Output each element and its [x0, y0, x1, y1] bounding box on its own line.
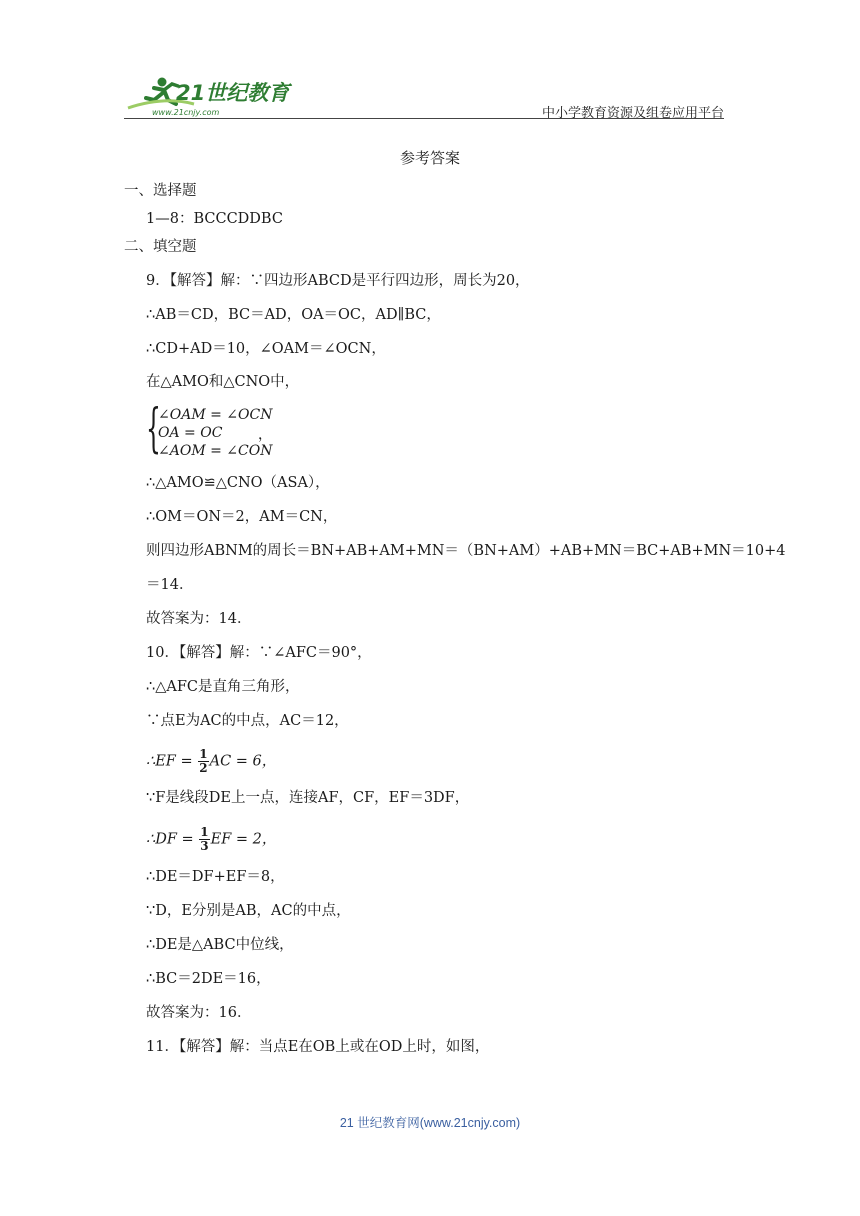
system-row-2: OA = OC	[158, 425, 223, 441]
header-divider	[124, 118, 724, 119]
q10-line-2: ∴△AFC是直角三角形，	[146, 679, 300, 695]
q9-line-4: 在△AMO和△CNO中，	[146, 374, 300, 390]
fraction-denominator: 2	[199, 761, 208, 775]
q9-line-8: ＝14．	[146, 577, 194, 593]
q9-line-7: 则四边形ABNM的周长＝BN+AB+AM+MN＝（BN+AM）+AB+MN＝BC+AB+MN＝10+4	[146, 543, 786, 559]
page-header	[124, 62, 724, 120]
logo	[124, 70, 294, 118]
page-footer: 21 世纪教育网(www.21cnjy.com)	[339, 1116, 521, 1130]
q10-line-6	[146, 826, 276, 853]
choice-answers: 1—8：BCCCDDBC	[146, 211, 283, 227]
platform-text: 中小学教育资源及组卷应用平台	[541, 106, 724, 121]
q10-eq1-post: AC = 6，	[209, 753, 277, 770]
section-heading-choice: 一、选择题	[124, 183, 197, 199]
q9-line-3: ∴CD+AD＝10，∠OAM＝∠OCN，	[146, 341, 386, 357]
q10-eq1-pre: ∴EF =	[146, 753, 198, 770]
fraction-numerator: 1	[199, 747, 208, 761]
q10-line-4	[146, 748, 276, 775]
brace-symbol: {	[146, 399, 161, 459]
fraction-denominator: 3	[200, 839, 209, 853]
q10-line-3: ∵点E为AC的中点，AC＝12，	[146, 713, 349, 729]
q10-line-5: ∵F是线段DE上一点，连接AF，CF，EF＝3DF，	[146, 790, 470, 806]
fraction-one-half	[198, 748, 208, 775]
q10-line-7: ∴DE＝DF+EF＝8，	[146, 869, 285, 885]
q10-line-11: 故答案为：16．	[146, 1005, 252, 1021]
section-heading-fill: 二、填空题	[124, 239, 197, 255]
page-title: 参考答案	[399, 149, 460, 167]
q10-line-10: ∴BC＝2DE＝16，	[146, 971, 271, 987]
q10-line-1: 10．【解答】解：∵∠AFC＝90°，	[146, 645, 372, 661]
q10-line-8: ∵D，E分别是AB，AC的中点，	[146, 903, 351, 919]
q9-line-5: ∴△AMO≌△CNO（ASA），	[146, 475, 330, 491]
equation-system	[146, 399, 296, 462]
q9-line-1: 9．【解答】解：∵四边形ABCD是平行四边形，周长为20，	[146, 273, 530, 289]
system-comma: ，	[258, 427, 272, 443]
q10-line-9: ∴DE是△ABC中位线，	[146, 937, 294, 953]
logo-text: 21世纪教育	[176, 81, 290, 105]
q10-eq2-post: EF = 2，	[210, 831, 277, 848]
q11-line-1: 11．【解答】解：当点E在OB上或在OD上时，如图，	[146, 1039, 490, 1055]
q10-eq2-pre: ∴DF =	[146, 831, 199, 848]
q9-line-2: ∴AB＝CD，BC＝AD，OA＝OC，AD∥BC，	[146, 307, 441, 323]
fraction-one-third	[199, 826, 209, 853]
system-row-3: ∠AOM = ∠CON	[158, 443, 273, 459]
fraction-numerator: 1	[200, 825, 209, 839]
q9-line-9: 故答案为：14．	[146, 611, 252, 627]
system-row-1: ∠OAM = ∠OCN	[158, 407, 273, 423]
q9-line-6: ∴OM＝ON＝2，AM＝CN，	[146, 509, 338, 525]
logo-url: www.21cnjy.com	[152, 108, 220, 117]
